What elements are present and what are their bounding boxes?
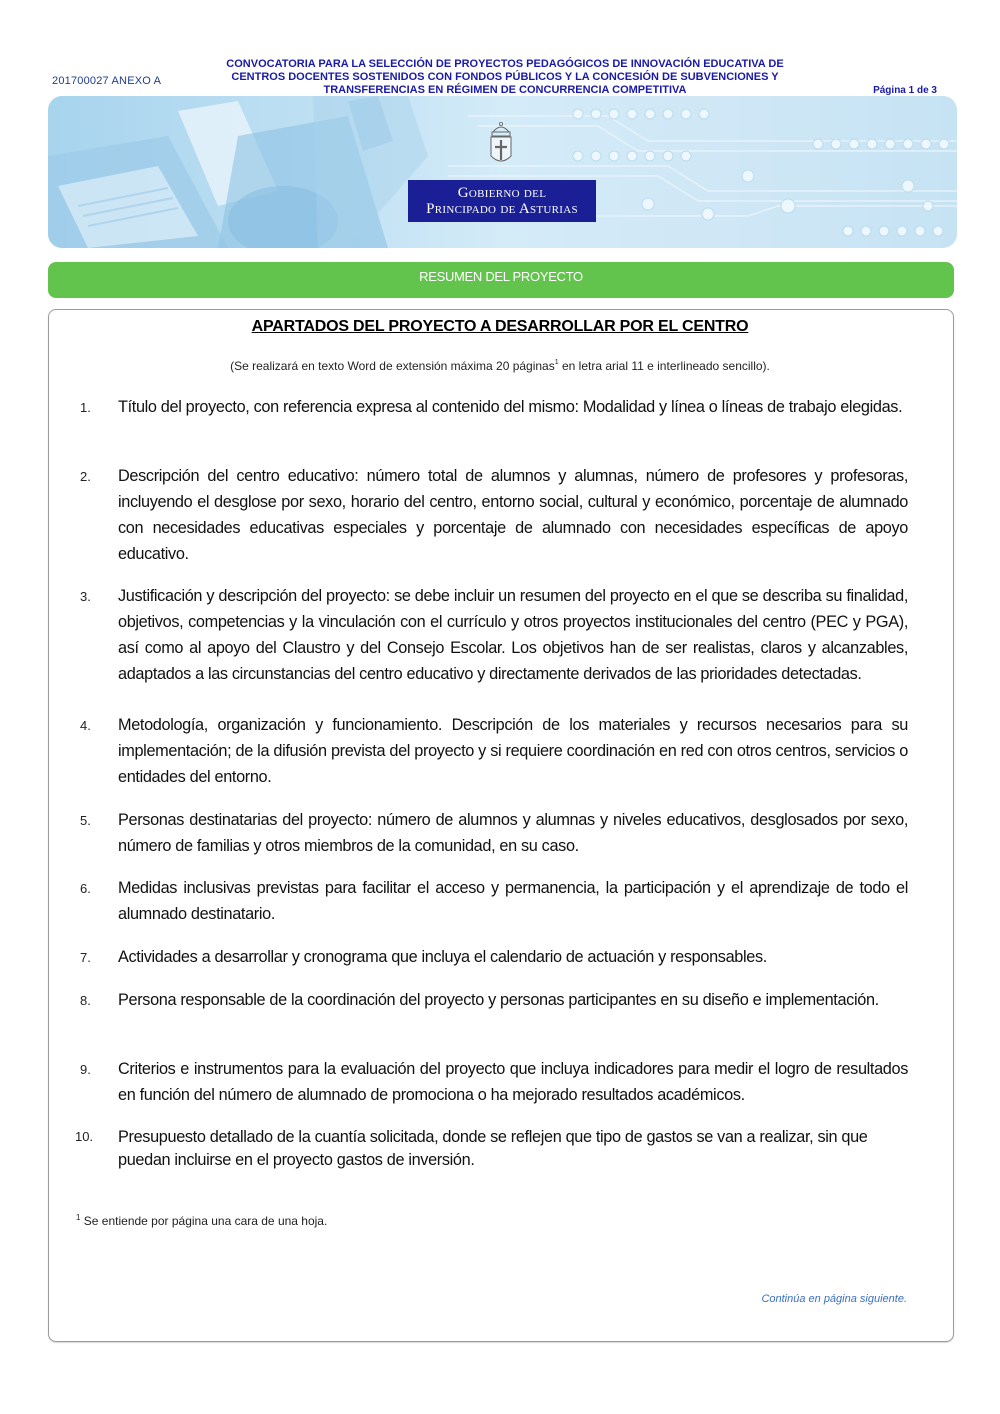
item-number: 1. xyxy=(80,400,91,415)
coat-of-arms-icon xyxy=(488,120,514,168)
header-banner-image xyxy=(48,96,957,248)
item-number: 4. xyxy=(80,718,91,733)
logo-line: Gobierno del xyxy=(457,185,547,201)
item-text: Criterios e instrumentos para la evaluación del proyecto que incluya indicadores para medir el logro de resultados en función del número de alumnado de promociona o ha mejorado resultados académicos. xyxy=(118,1060,908,1104)
header-title xyxy=(190,58,820,97)
item-text: Medidas inclusivas previstas para facilitar el acceso y permanencia, la participación y el aprendizaje de todo el alumnado destinatario. xyxy=(118,879,908,923)
note-text: en letra arial 11 e interlineado sencillo). xyxy=(558,359,770,373)
header-title-line: CENTROS DOCENTES SOSTENIDOS CON FONDOS PÚBLICOS Y LA CONCESIÓN DE SUBVENCIONES Y xyxy=(231,71,779,83)
footnote-marker: 1 xyxy=(554,359,559,366)
item-text: Metodología, organización y funcionamiento. Descripción de los materiales y recursos necesarios para su implementación; de la difusión prevista del proyecto y si requiere coordinación en red con otros centros, servicios o entidades del entorno. xyxy=(118,716,908,786)
footnote-marker: 1 xyxy=(76,1213,81,1222)
page-indicator: Página 1 de 3 xyxy=(873,85,937,96)
item-number: 2. xyxy=(80,469,91,484)
header-title-line: TRANSFERENCIAS EN RÉGIMEN DE CONCURRENCIA COMPETITIVA xyxy=(323,84,687,96)
item-text: Título del proyecto, con referencia expresa al contenido del mismo: Modalidad y línea o líneas de trabajo elegidas. xyxy=(118,398,903,416)
note-text: (Se realizará en texto Word de extensión máxima 20 páginas xyxy=(230,359,555,373)
footnote-text: Se entiende por página una cara de una hoja. xyxy=(80,1214,328,1228)
header-title-line: CONVOCATORIA PARA LA SELECCIÓN DE PROYECTOS PEDAGÓGICOS DE INNOVACIÓN EDUCATIVA DE xyxy=(226,58,784,70)
document-code: 201700027 ANEXO A xyxy=(52,75,162,87)
content-title: APARTADOS DEL PROYECTO A DESARROLLAR POR EL CENTRO xyxy=(251,318,749,335)
footnote xyxy=(76,1213,327,1228)
item-text: Actividades a desarrollar y cronograma que incluya el calendario de actuación y responsables. xyxy=(118,948,767,966)
continues-next-page-note: Continúa en página siguiente. xyxy=(761,1293,907,1305)
banner-illustration-icon xyxy=(48,96,957,248)
item-text: Persona responsable de la coordinación del proyecto y personas participantes en su diseño e implementación. xyxy=(118,991,879,1009)
item-number: 10. xyxy=(75,1129,94,1144)
item-number: 3. xyxy=(80,589,91,604)
item-text: Descripción del centro educativo: número total de alumnos y alumnas, número de profesores y profesoras, incluyendo el desglose por sexo, horario del centro, entorno social, cultural y económico, porcentaje de alumnado con necesidades educativas especiales y porcentaje de alumnado con necesidades específicas de apoyo educativo. xyxy=(118,467,908,563)
item-number: 8. xyxy=(80,993,91,1008)
item-number: 5. xyxy=(80,813,91,828)
logo-line: Principado de Asturias xyxy=(426,201,578,217)
government-logo xyxy=(408,180,596,222)
section-header-bar: RESUMEN DEL PROYECTO xyxy=(48,262,954,298)
item-number: 9. xyxy=(80,1062,91,1077)
content-note xyxy=(0,359,1000,373)
item-number: 6. xyxy=(80,881,91,896)
item-number: 7. xyxy=(80,950,91,965)
item-text: Justificación y descripción del proyecto: se debe incluir un resumen del proyecto en el que se describa su finalidad, objetivos, competencias y la vinculación con el currículo y otros proyectos institucionales del centro (PEC y PGA), así como al apoyo del Claustro y del Consejo Escolar. Los objetivos han de ser realistas, claros y alcanzables, adaptados a las circunstancias del centro educativo y directamente derivados de las prioridades detectadas. xyxy=(118,587,908,683)
item-text: Personas destinatarias del proyecto: número de alumnos y alumnas y niveles educativos, desglosados por sexo, número de familias y otros miembros de la comunidad, en su caso. xyxy=(118,811,908,855)
item-text: Presupuesto detallado de la cuantía solicitada, donde se reflejen que tipo de gastos se van a realizar, sin que puedan incluirse en el proyecto gastos de inversión. xyxy=(118,1128,868,1169)
